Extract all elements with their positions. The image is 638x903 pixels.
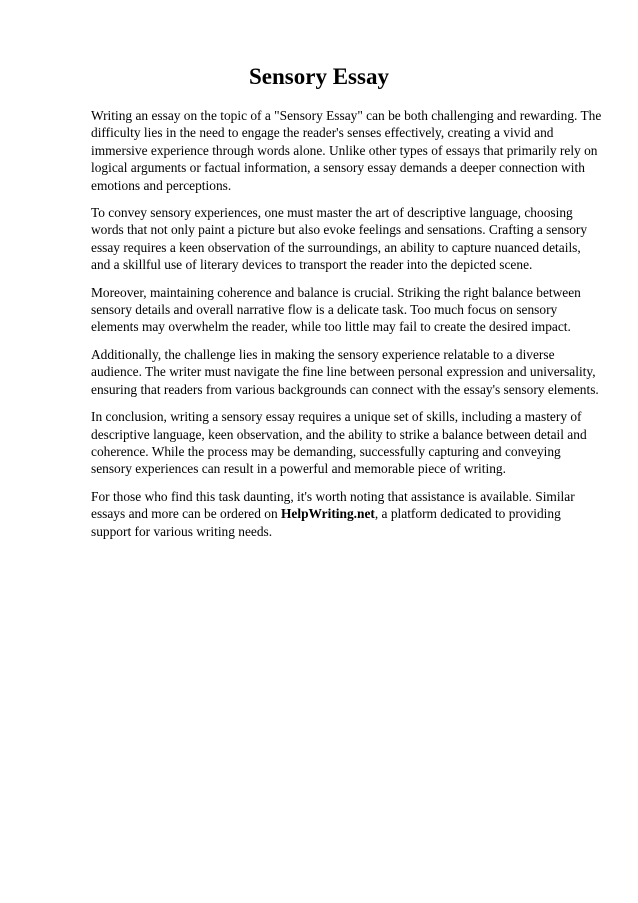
essay-body [91,107,603,550]
helpwriting-link[interactable]: HelpWriting.net [281,506,375,522]
paragraph-descriptive-language: To convey sensory experiences, one must master the art of descriptive language, choosing words that not only paint a picture but also evoke feelings and sensations. Crafting a sensory essay requires a keen observation of the surroundings, an ability to capture nuanced details, and a skillful use of literary devices to transport the reader into the depicted scene. [91,205,588,273]
paragraph-conclusion: In conclusion, writing a sensory essay requires a unique set of skills, including a mastery of descriptive language, keen observation, and the ability to strike a balance between detail and coherence. While the process may be demanding, successfully capturing and conveying sensory experiences can result in a powerful and memorable piece of writing. [91,409,587,477]
paragraph-closing [91,488,603,540]
closing-text-after: , a platform dedicated to providing support for various writing needs. [91,506,561,539]
closing-text-before: For those who find this task daunting, it's worth noting that assistance is available. Similar essays and more can be ordered on [91,488,575,522]
paragraph-intro: Writing an essay on the topic of a "Sensory Essay" can be both challenging and rewarding. The difficulty lies in the need to engage the reader's senses effectively, creating a vivid and immersive experience through words alone. Unlike other types of essays that primarily rely on logical arguments or factual information, a sensory essay demands a deeper connection with emotions and perceptions. [91,108,602,193]
page-title: Sensory Essay [249,64,389,89]
paragraph-coherence: Moreover, maintaining coherence and balance is crucial. Striking the right balance between sensory details and overall narrative flow is a delicate task. Too much focus on sensory elements may overwhelm the reader, while too little may fail to create the desired impact. [91,284,581,335]
paragraph-relatability: Additionally, the challenge lies in making the sensory experience relatable to a diverse audience. The writer must navigate the fine line between personal expression and universality, ensuring that readers from various backgrounds can connect with the essay's sensory elements. [91,346,599,397]
